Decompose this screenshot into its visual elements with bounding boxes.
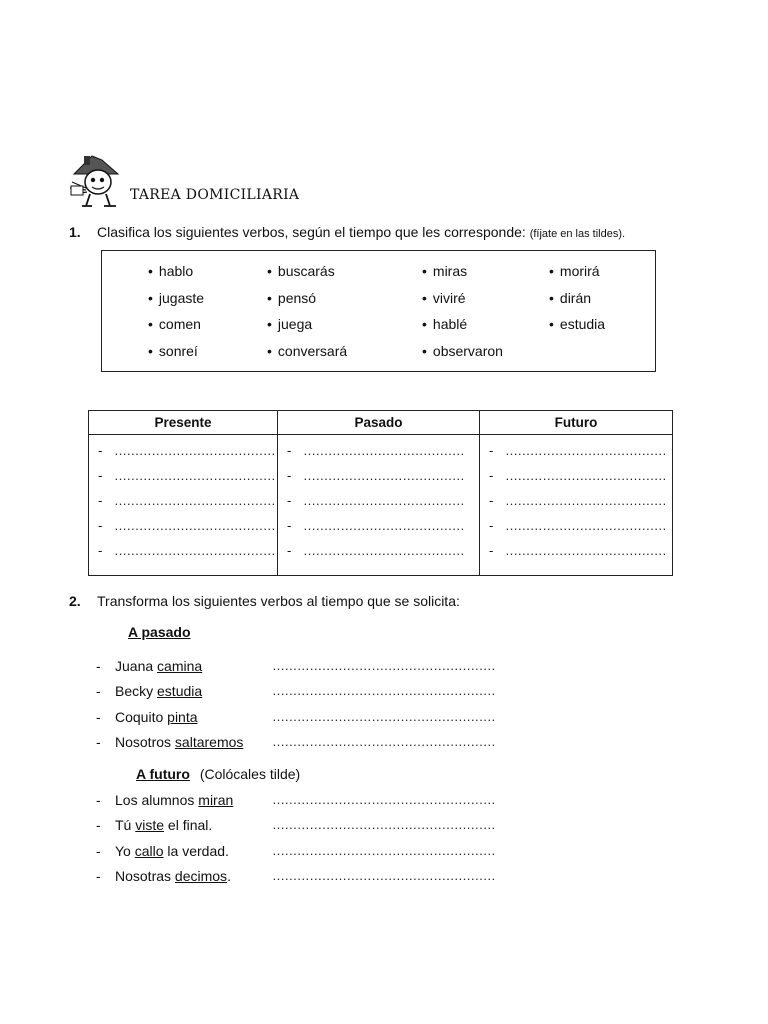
dotted-answer-space[interactable]: ………………………………………………	[272, 733, 496, 749]
answer-line[interactable]	[287, 542, 479, 567]
dash-marker: -	[96, 867, 101, 884]
answer-line[interactable]	[489, 467, 672, 492]
underlined-verb: decimos	[174, 867, 228, 884]
verb-column-4	[549, 262, 605, 342]
sentence-subject: Nosotros	[115, 733, 175, 750]
underlined-verb: camina	[157, 658, 203, 674]
dash-marker: -	[96, 683, 101, 700]
sentence-subject: Yo	[115, 842, 135, 859]
answer-line[interactable]	[287, 492, 479, 517]
verb-item: • viviré	[422, 289, 503, 316]
page-title: TAREA DOMICILIARIA	[130, 187, 300, 203]
dash-marker: -	[489, 543, 494, 558]
answer-line[interactable]	[287, 517, 479, 542]
verb-item: • morirá	[549, 262, 605, 289]
dotted-answer-space[interactable]: …………………………………	[114, 443, 276, 458]
header-pasado: Pasado	[278, 411, 480, 435]
verb-item: • observaron	[422, 342, 503, 369]
verb-item: • conversará	[267, 342, 347, 369]
exercise-row	[96, 656, 496, 676]
exercise-row	[96, 707, 496, 727]
question-1-instruction: Clasifica los siguientes verbos, según el tiempo que les corresponde:	[97, 224, 526, 240]
dash-marker: -	[489, 518, 494, 533]
question-1-number: 1.	[69, 224, 81, 240]
sentence-subject: Tú	[115, 817, 136, 834]
sentence-subject: Becky	[115, 683, 158, 700]
sentence-rest: la verdad.	[163, 842, 229, 859]
dash-marker: -	[98, 543, 103, 558]
answer-line[interactable]	[489, 517, 672, 542]
dotted-answer-space[interactable]: …………………………………	[303, 443, 465, 458]
tense-table	[88, 410, 673, 576]
dash-marker: -	[489, 493, 494, 508]
answer-line[interactable]	[98, 517, 277, 542]
exercise-row	[96, 866, 496, 886]
dash-marker: -	[96, 733, 101, 750]
column-futuro	[480, 435, 673, 576]
column-presente	[89, 435, 278, 576]
dash-marker: -	[287, 493, 292, 508]
dash-marker: -	[96, 817, 101, 834]
dotted-answer-space[interactable]: ………………………………………………	[272, 842, 496, 858]
answer-line[interactable]	[98, 492, 277, 517]
dotted-answer-space[interactable]: …………………………………	[505, 543, 667, 558]
sentence-subject: Nosotras	[115, 867, 175, 884]
verb-column-1	[148, 262, 204, 368]
dash-marker: -	[287, 543, 292, 558]
futuro-heading-label: A futuro	[136, 766, 190, 782]
underlined-verb: saltaremos	[174, 733, 244, 750]
exercise-row	[96, 841, 496, 861]
dotted-answer-space[interactable]: …………………………………	[114, 493, 276, 508]
dotted-answer-space[interactable]: …………………………………	[505, 518, 667, 533]
underlined-verb: callo	[134, 842, 164, 859]
question-1-note: (fíjate en las tildes).	[529, 228, 626, 240]
answer-line[interactable]	[98, 442, 277, 467]
dotted-answer-space[interactable]: ………………………………………………	[272, 867, 496, 883]
section-pasado-heading: A pasado	[128, 624, 191, 640]
dotted-answer-space[interactable]: …………………………………	[114, 468, 276, 483]
dash-marker: -	[98, 493, 103, 508]
dash-marker: -	[489, 443, 494, 458]
verb-item: • sonreí	[148, 342, 204, 369]
question-2-text: Transforma los siguientes verbos al tiempo que se solicita:	[97, 593, 460, 609]
exercise-row	[96, 732, 496, 752]
verb-item: • miras	[422, 262, 503, 289]
dotted-answer-space[interactable]: ………………………………………………	[272, 792, 496, 807]
dotted-answer-space[interactable]: ………………………………………………	[272, 817, 496, 833]
underlined-verb: pinta	[167, 708, 198, 725]
dash-marker: -	[287, 468, 292, 483]
dash-marker: -	[96, 708, 101, 725]
header-futuro: Futuro	[480, 411, 673, 435]
dotted-answer-space[interactable]: …………………………………	[114, 543, 276, 558]
dotted-answer-space[interactable]: …………………………………	[505, 493, 667, 508]
dotted-answer-space[interactable]: …………………………………	[114, 518, 276, 533]
question-2-number: 2.	[69, 593, 81, 609]
dotted-answer-space[interactable]: …………………………………	[505, 468, 667, 483]
verb-item: • comen	[148, 315, 204, 342]
dotted-answer-space[interactable]: ………………………………………………	[272, 708, 496, 724]
verb-list-box	[101, 250, 656, 372]
answer-line[interactable]	[489, 492, 672, 517]
answer-line[interactable]	[489, 542, 672, 567]
section-futuro-heading	[136, 766, 300, 782]
answer-line[interactable]	[287, 442, 479, 467]
underlined-verb: miran	[198, 792, 234, 808]
verb-item: • hablé	[422, 315, 503, 342]
verb-item: • jugaste	[148, 289, 204, 316]
dash-marker: -	[98, 443, 103, 458]
dash-marker: -	[96, 658, 101, 674]
dotted-answer-space[interactable]: …………………………………	[505, 443, 667, 458]
futuro-note: (Colócales tilde)	[199, 766, 301, 782]
header-presente: Presente	[89, 411, 278, 435]
dash-marker: -	[489, 468, 494, 483]
answer-line[interactable]	[98, 467, 277, 492]
dotted-answer-space[interactable]: …………………………………	[303, 493, 465, 508]
underlined-verb: viste	[135, 817, 165, 834]
column-pasado	[278, 435, 480, 576]
sentence-subject: Coquito	[115, 708, 168, 725]
dash-marker: -	[96, 842, 101, 859]
exercise-row	[96, 681, 496, 701]
dash-marker: -	[287, 443, 292, 458]
sentence-subject: Los alumnos	[115, 792, 199, 808]
verb-column-3	[422, 262, 503, 368]
verb-item: • hablo	[148, 262, 204, 289]
dotted-answer-space[interactable]: ………………………………………………	[272, 658, 496, 673]
verb-item: • juega	[267, 315, 347, 342]
dotted-answer-space[interactable]: …………………………………	[303, 468, 465, 483]
dotted-answer-space[interactable]: …………………………………	[303, 543, 465, 558]
dash-marker: -	[98, 518, 103, 533]
answer-line[interactable]	[489, 442, 672, 467]
dotted-answer-space[interactable]: ………………………………………………	[272, 683, 496, 699]
dash-marker: -	[287, 518, 292, 533]
verb-item: • dirán	[549, 289, 605, 316]
verb-item: • buscarás	[267, 262, 347, 289]
sentence-rest: el final.	[164, 817, 213, 834]
dash-marker: -	[96, 792, 101, 808]
verb-column-2	[267, 262, 347, 368]
exercise-row	[96, 815, 496, 835]
verb-item: • estudia	[549, 315, 605, 342]
house-character-icon	[68, 152, 130, 210]
underlined-verb: estudia	[157, 683, 203, 700]
sentence-subject: Juana	[115, 658, 158, 674]
dotted-answer-space[interactable]: …………………………………	[303, 518, 465, 533]
sentence-rest: .	[227, 867, 231, 884]
answer-line[interactable]	[98, 542, 277, 567]
question-1-text	[97, 224, 625, 240]
dash-marker: -	[98, 468, 103, 483]
exercise-row	[96, 790, 496, 810]
answer-line[interactable]	[287, 467, 479, 492]
verb-item: • pensó	[267, 289, 347, 316]
